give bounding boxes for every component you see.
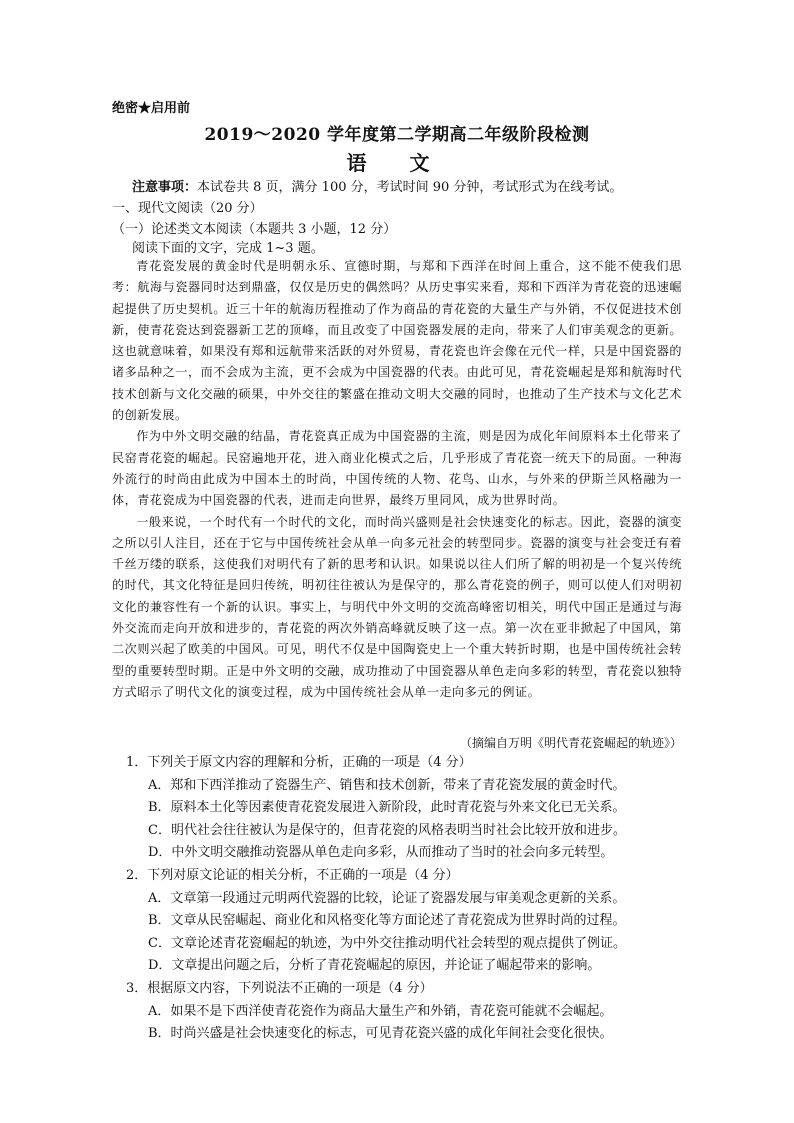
question-option: D．中外文明交融推动瓷器从单色走向多彩，从而推动了当时的社会向多元转型。 <box>148 845 614 861</box>
subject-title: 语 文 <box>346 151 448 175</box>
question-list <box>126 752 686 1046</box>
question-option: D．文章提出问题之后，分析了青花瓷崛起的原因，并论证了崛起带来的影响。 <box>148 958 601 974</box>
question-stem: 1．下列关于原文内容的理解和分析，正确的一项是（4 分） <box>126 755 472 770</box>
exam-title: 2019～2020 学年度第二学期高二年级阶段检测 <box>204 125 590 145</box>
question-option: A．文章第一段通过元明两代瓷器的比较，论证了瓷器发展与审美观念更新的关系。 <box>148 890 626 906</box>
question-option: B．文章从民窑崛起、商业化和风格变化等方面论述了青花瓷成为世界时尚的过程。 <box>148 913 626 929</box>
section-heading-2: （一）论述类文本阅读（本题共 3 小题，12 分） <box>112 222 397 237</box>
passage-paragraph: 作为中外文明交融的结晶，青花瓷真正成为中国瓷器的主流，则是因为成化年间原料本土化带来了民窑青花瓷的崛起。民窑遍地开花，进入商业化模式之后，几乎形成了青花瓷一统天下的局面。一种海外流行的时尚由此成为中国本土的时尚，中国传统的人物、花鸟、山水，与外来的伊斯兰风格融为一体，青花瓷成为中国瓷器的代表，进而走向世界，最终万里同风，成为世界时尚。 <box>112 429 682 508</box>
question-option: C．明代社会往往被认为是保守的，但青花瓷的风格表明当时社会比较开放和进步。 <box>148 822 626 838</box>
reading-instruction: 阅读下面的文字，完成 1~3 题。 <box>132 241 324 256</box>
reading-passage <box>112 256 682 703</box>
question-option: B．时尚兴盛是社会快速变化的标志，可见青花瓷兴盛的成化年间社会变化很快。 <box>148 1026 613 1042</box>
section-heading-1: 一、现代文阅读（20 分） <box>112 201 263 216</box>
passage-paragraph: 一般来说，一个时代有一个时代的文化，而时尚兴盛则是社会快速变化的标志。因此，瓷器的演变之所以引人注目，还在于它与中国传统社会从单一向多元社会的转型同步。瓷器的演变与社会变迁有着千丝万缕的联系，这使我们对明代有了新的思考和认识。如果说以往人们所了解的明初是一个复兴传统的时代，其文化特征是回归传统，明初往往被认为是保守的，那么青花瓷的例子，则可以使人们对明初文化的兼容性有一个新的认识。事实上，与明代中外文明的交流高峰密切相关，明代中国正是通过与海外交流而走向开放和进步的，青花瓷的两次外销高峰就反映了这一点。第一次在亚非掀起了中国风，第二次则兴起了欧美的中国风。可见，明代不仅是中国陶瓷史上一个重大转折时期，也是中国传统社会转型的重要转型时期。正是中外文明的交融，成功推动了中国瓷器从单色走向多彩的转型，青花瓷以独特方式昭示了明代文化的演变过程，成为中国传统社会从单一走向多元的例证。 <box>112 514 682 699</box>
notice-label: 注意事项： <box>132 180 198 195</box>
notice <box>132 176 692 195</box>
question-option: C．文章论述青花瓷崛起的轨迹，为中外交往推动明代社会转型的观点提供了例证。 <box>148 935 626 951</box>
passage-source: （摘编自万明《明代青花瓷崛起的轨迹》） <box>459 736 682 750</box>
question-option: A．如果不是下西洋使青花瓷作为商品大量生产和外销，青花瓷可能就不会崛起。 <box>148 1003 613 1019</box>
passage-paragraph: 青花瓷发展的黄金时代是明朝永乐、宣德时期，与郑和下西洋在时间上重合，这不能不使我们思考：航海与瓷器同时达到鼎盛，仅仅是历史的偶然吗？从历史事实来看，郑和下西洋为青花瓷的迅速崛起提供了历史契机。近三十年的航海历程推动了作为商品的青花瓷的大量生产与外销，不仅促进技术创新，使青花瓷达到瓷器新工艺的顶峰，而且改变了中国瓷器发展的走向，带来了人们审美观念的更新。这也就意味着，如果没有郑和远航带来活跃的对外贸易，青花瓷也许会像在元代一样，只是中国瓷器的诸多品种之一，而不会成为主流，更不会成为中国瓷器的代表。由此可见，青花瓷崛起是郑和航海时代技术创新与文化交融的硕果，中外交往的繁盛在推动文明大交融的同时，也推动了生产技术与文化艺术的创新发展。 <box>112 259 682 423</box>
question-stem: 3．根据原文内容，下列说法不正确的一项是（4 分） <box>126 980 433 996</box>
notice-text: 本试卷共 8 页，满分 100 分，考试时间 90 分钟，考试形式为在线考试。 <box>197 180 623 195</box>
question-option: A．郑和下西洋推动了瓷器生产、销售和技术创新，带来了青花瓷发展的黄金时代。 <box>148 777 626 793</box>
question-stem: 2．下列对原文论证的相关分析，不正确的一项是（4 分） <box>126 867 459 883</box>
secret-mark: 绝密★启用前 <box>112 101 191 116</box>
question-option: B．原料本土化等因素使青花瓷发展进入新阶段，此时青花瓷与外来文化已无关系。 <box>148 800 626 816</box>
